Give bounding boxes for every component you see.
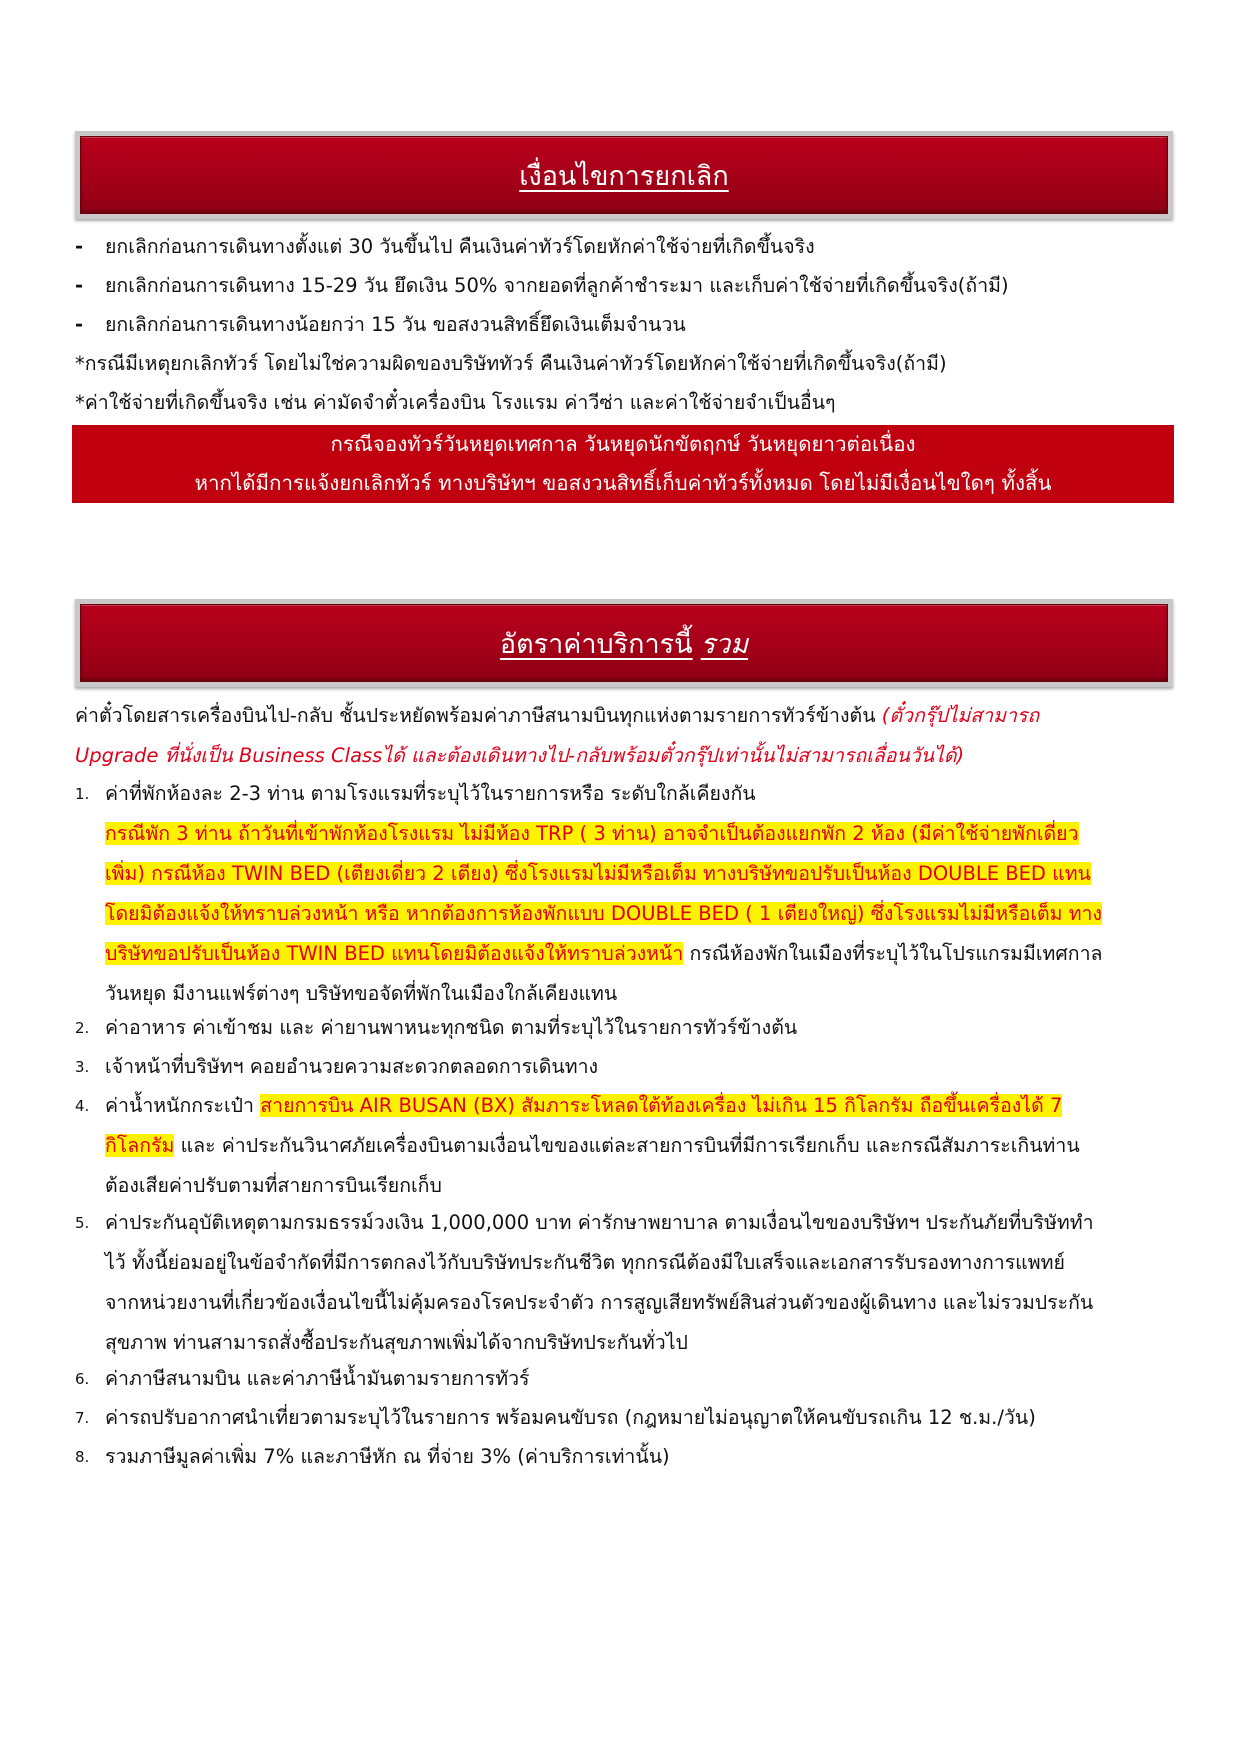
item-mixed-line xyxy=(105,1086,1175,1126)
includes-title-text: อัตราค่าบริการนี้ xyxy=(499,628,693,660)
cancel-banner xyxy=(75,131,1173,219)
cancel-bullet-text: ยกเลิกก่อนการเดินทางน้อยกว่า 15 วัน ขอสงวนสิทธิ์ยึดเงินเต็มจำนวน xyxy=(105,313,686,336)
includes-item xyxy=(75,1008,1175,1048)
highlighted-text: โดยมิต้องแจ้งให้ทราบล่วงหน้า หรือ หากต้องการห้องพักแบบ DOUBLE BED ( 1 เตียงใหญ่) ซึ่งโรงแรมไม่มีหรือเต็ม ทาง xyxy=(105,902,1103,925)
item-text: และ ค่าประกันวินาศภัยเครื่องบินตามเงื่อนไขของแต่ละสายการบินที่มีการเรียกเก็บ และกรณีสัมภาระเกินท่าน xyxy=(174,1134,1080,1157)
holiday-notice-box xyxy=(72,425,1174,503)
item-body xyxy=(105,774,1175,1014)
highlighted-text: กิโลกรัม xyxy=(105,1134,175,1157)
holiday-notice-line: กรณีจองทัวร์วันหยุดเทศกาล วันหยุดนักขัตฤกษ์ วันหยุดยาวต่อเนื่อง xyxy=(330,432,916,456)
highlighted-text: เพิ่ม) กรณีห้อง TWIN BED (เตียงเดี่ยว 2 เตียง) ซึ่งโรงแรมไม่มีหรือเต็ม ทางบริษัทขอปรับเป็นห้อง DOUBLE BED แทน xyxy=(105,862,1091,885)
includes-banner xyxy=(75,599,1173,687)
item-number: 2. xyxy=(75,1019,90,1037)
cancel-banner-inner xyxy=(80,136,1168,214)
includes-item xyxy=(75,774,1175,1014)
highlighted-text: บริษัทขอปรับเป็นห้อง TWIN BED แทนโดยมิต้องแจ้งให้ทราบล่วงหน้า xyxy=(105,942,684,965)
cancel-note: *ค่าใช้จ่ายที่เกิดขึ้นจริง เช่น ค่ามัดจำตั๋วเครื่องบิน โรงแรม ค่าวีซ่า และค่าใช้จ่ายจำเป็นอื่นๆ xyxy=(75,391,836,414)
item-body xyxy=(105,1086,1175,1206)
cancel-note: *กรณีมีเหตุยกเลิกทัวร์ โดยไม่ใช่ความผิดของบริษัททัวร์ คืนเงินค่าทัวร์โดยหักค่าใช้จ่ายที่เกิดขึ้นจริง(ถ้ามี) xyxy=(75,352,947,375)
cancel-bullet-text: ยกเลิกก่อนการเดินทางตั้งแต่ 30 วันขึ้นไป คืนเงินค่าทัวร์โดยหักค่าใช้จ่ายที่เกิดขึ้นจริง xyxy=(105,235,815,258)
includes-item xyxy=(75,1086,1175,1206)
item-number: 6. xyxy=(75,1370,90,1388)
item-mixed-line xyxy=(105,934,1175,974)
item-text: วันหยุด มีงานแฟร์ต่างๆ บริษัทขอจัดที่พักในเมืองใกล้เคียงแทน xyxy=(105,982,618,1005)
item-number: 5. xyxy=(75,1214,90,1232)
includes-intro xyxy=(75,696,1175,776)
item-highlight-line xyxy=(105,814,1175,854)
item-number: 3. xyxy=(75,1058,90,1076)
includes-item xyxy=(75,1359,1175,1399)
item-text: ค่ารถปรับอากาศนำเที่ยวตามระบุไว้ในรายการ พร้อมคนขับรถ (กฎหมายไม่อนุญาตให้คนขับรถเกิน 12 ช.ม./วัน) xyxy=(105,1406,1036,1429)
item-text: ต้องเสียค่าปรับตามที่สายการบินเรียกเก็บ xyxy=(105,1174,442,1197)
includes-title xyxy=(500,622,748,665)
cancel-bullet xyxy=(75,227,1175,267)
includes-item xyxy=(75,1203,1175,1363)
dash-marker: - xyxy=(75,313,84,336)
item-highlight-line xyxy=(105,894,1175,934)
item-text: ค่าประกันอุบัติเหตุตามกรมธรรม์วงเงิน 1,000,000 บาท ค่ารักษาพยาบาล ตามเงื่อนไขของบริษัทฯ ประกันภัยที่บริษัททำ xyxy=(105,1211,1094,1234)
includes-item xyxy=(75,1398,1175,1438)
item-text: ค่าภาษีสนามบิน และค่าภาษีน้ำมันตามรายการทัวร์ xyxy=(105,1367,530,1390)
item-text: กรณีห้องพักในเมืองที่ระบุไว้ในโปรแกรมมีเทศกาล xyxy=(683,942,1103,965)
includes-title-emphasis: รวม xyxy=(700,628,749,660)
item-text: เจ้าหน้าที่บริษัทฯ คอยอำนวยความสะดวกตลอดการเดินทาง xyxy=(105,1055,599,1078)
cancel-bullet xyxy=(75,266,1175,306)
item-highlight-line xyxy=(105,854,1175,894)
item-text: ค่าอาหาร ค่าเข้าชม และ ค่ายานพาหนะทุกชนิด ตามที่ระบุไว้ในรายการทัวร์ข้างต้น xyxy=(105,1016,798,1039)
highlighted-text: กรณีพัก 3 ท่าน ถ้าวันที่เข้าพักห้องโรงแรม ไม่มีห้อง TRP ( 3 ท่าน) อาจจำเป็นต้องแยกพัก 2 ห้อง (มีค่าใช้จ่ายพักเดี่ยว xyxy=(105,822,1079,845)
highlighted-text: สายการบิน AIR BUSAN (BX) สัมภาระโหลดใต้ท้องเครื่อง ไม่เกิน 15 กิโลกรัม ถือขึ้นเครื่องได้ 7 xyxy=(260,1094,1063,1117)
includes-item xyxy=(75,1047,1175,1087)
includes-intro-red: (ตั๋วกรุ๊ปไม่สามารถ xyxy=(881,704,1040,727)
includes-item xyxy=(75,1437,1175,1477)
item-mixed-line xyxy=(105,1126,1175,1166)
item-text: ค่าที่พักห้องละ 2-3 ท่าน ตามโรงแรมที่ระบุไว้ในรายการหรือ ระดับใกล้เคียงกัน xyxy=(105,782,756,805)
item-text: สุขภาพ ท่านสามารถสั่งซื้อประกันสุขภาพเพิ่มได้จากบริษัทประกันทั่วไป xyxy=(105,1331,688,1354)
item-number: 7. xyxy=(75,1409,90,1427)
includes-banner-inner xyxy=(80,604,1168,682)
item-text: ไว้ ทั้งนี้ย่อมอยู่ในข้อจำกัดที่มีการตกลงไว้กับบริษัทประกันชีวิต ทุกกรณีต้องมีใบเสร็จและเอกสารรับรองทางการแพทย์ xyxy=(105,1251,1065,1274)
includes-intro-line xyxy=(75,696,1175,736)
includes-intro-plain: ค่าตั๋วโดยสารเครื่องบินไป-กลับ ชั้นประหยัดพร้อมค่าภาษีสนามบินทุกแห่งตามรายการทัวร์ข้างต้น xyxy=(75,704,882,727)
item-text: รวมภาษีมูลค่าเพิ่ม 7% และภาษีหัก ณ ที่จ่าย 3% (ค่าบริการเท่านั้น) xyxy=(105,1445,670,1468)
dash-marker: - xyxy=(75,274,84,297)
includes-intro-red: Upgrade ที่นั่งเป็น Business Classได้ และต้องเดินทางไป-กลับพร้อมตั๋วกรุ๊ปเท่านั้นไม่สามารถเลื่อนวันได้) xyxy=(75,744,965,767)
item-number: 1. xyxy=(75,785,90,803)
item-number: 8. xyxy=(75,1448,90,1466)
dash-marker: - xyxy=(75,235,84,258)
cancel-bullet-text: ยกเลิกก่อนการเดินทาง 15-29 วัน ยึดเงิน 50% จากยอดที่ลูกค้าชำระมา และเก็บค่าใช้จ่ายที่เกิดขึ้นจริง(ถ้ามี) xyxy=(105,274,1009,297)
item-number: 4. xyxy=(75,1097,90,1115)
item-text: ค่าน้ำหนักกระเป๋า xyxy=(105,1094,261,1117)
cancel-title: เงื่อนไขการยกเลิก xyxy=(519,160,729,192)
cancel-bullet xyxy=(75,305,1175,345)
item-text: จากหน่วยงานที่เกี่ยวข้องเงื่อนไขนี้ไม่คุ้มครองโรคประจำตัว การสูญเสียทรัพย์สินส่วนตัวของผู้เดินทาง และไม่รวมประกัน xyxy=(105,1291,1094,1314)
holiday-notice-line: หากได้มีการแจ้งยกเลิกทัวร์ ทางบริษัทฯ ขอสงวนสิทธิ์เก็บค่าทัวร์ทั้งหมด โดยไม่มีเงื่อนไขใดๆ ทั้งสิ้น xyxy=(194,471,1052,495)
item-body xyxy=(105,1203,1175,1363)
